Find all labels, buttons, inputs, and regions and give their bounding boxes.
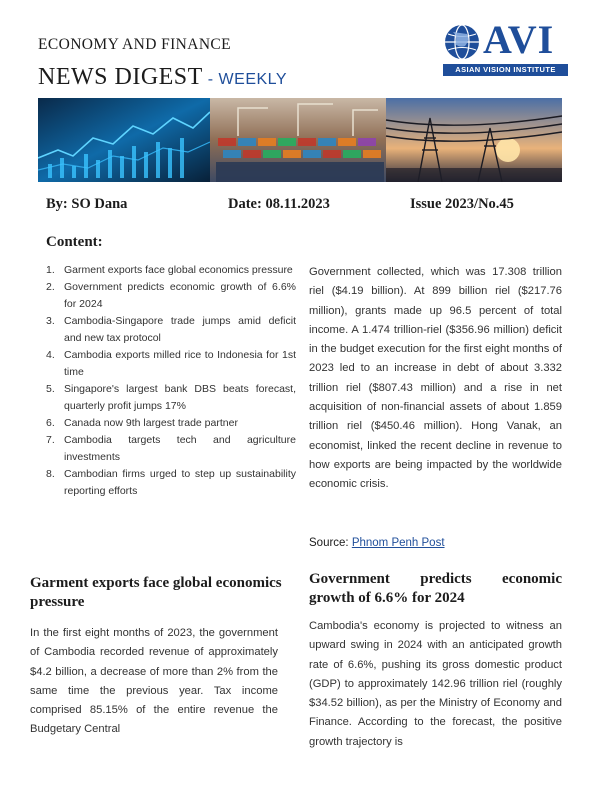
avi-logo	[443, 17, 568, 78]
article2-body: Cambodia's economy is projected to witness an upward swing in 2024 with an anticipated growth rate of 6.6%, pushing its gross domestic product (GDP) to approximately 142.96 trillion riel (roughly $34.52 billion), as per the Ministry of Economy and Finance. According to the forecast, the positive growth trajectory is	[309, 620, 562, 748]
issue-number: Issue 2023/No.45	[410, 196, 514, 212]
globe-icon	[443, 22, 481, 62]
header-banner	[38, 98, 562, 182]
finance-chart-image	[38, 98, 210, 182]
contents-item: 6. Canada now 9th largest trade partner	[46, 417, 238, 429]
contents-item: 4. Cambodia exports milled rice to Indonesia for 1st time	[46, 349, 296, 378]
article2-heading-line2: growth of 6.6% for 2024	[309, 590, 465, 606]
contents-heading: Content:	[46, 234, 103, 250]
source-line	[309, 537, 445, 549]
author: By: SO Dana	[46, 196, 128, 212]
contents-item: 8. Cambodian firms urged to step up sustainability reporting efforts	[46, 468, 296, 497]
logo-text: AVI	[483, 17, 555, 62]
contents-item: 1. Garment exports face global economics pressure	[46, 264, 293, 276]
contents-item: 7. Cambodia targets tech and agriculture investments	[46, 434, 296, 463]
article2-heading	[309, 570, 562, 608]
article1-body-continued: Government collected, which was 17.308 trillion riel ($4.19 billion). At 899 billion riel ($217.76 million), grants made up 96.5 percent of total income. A 1.474 trillion-riel ($356.96 million) deficit in the budget execution for the first eight months of 2023 led to an increase in debt of about 3.332 trillion riel ($807.43 million) and a rise in net acquisition of non-financial assets of about 1.859 trillion riel ($450.46 million). Hong Vanak, an economist, linked the recent decline in revenue to how exports are being impacted by the worldwide economic crisis.	[309, 266, 562, 491]
title-sub: - WEEKLY	[202, 71, 288, 88]
logo-tagline: ASIAN VISION INSTITUTE	[443, 64, 568, 76]
contents-list	[46, 262, 296, 500]
source-link[interactable]: Phnom Penh Post	[351, 537, 445, 549]
source-label: Source:	[309, 537, 352, 549]
title-main: NEWS DIGEST	[38, 64, 203, 90]
article2-heading-line1: Government predicts economic	[309, 571, 562, 587]
power-lines-image	[386, 98, 562, 182]
shipping-port-image	[210, 98, 386, 182]
article1-body: In the first eight months of 2023, the government of Cambodia recorded revenue of approximately $4.2 billion, a decrease of more than 2% from the same time the previous year. Tax income comprised 85.15% of the entire revenue the Budgetary Central	[30, 627, 278, 736]
contents-item: 3. Cambodia-Singapore trade jumps amid deficit and new tax protocol	[46, 315, 296, 344]
article1-heading: Garment exports face global economics pressure	[30, 575, 282, 610]
contents-item: 5. Singapore's largest bank DBS beats forecast, quarterly profit jumps 17%	[46, 383, 296, 412]
contents-item: 2. Government predicts economic growth of 6.6% for 2024	[46, 281, 296, 310]
section-label: ECONOMY AND FINANCE	[38, 36, 232, 53]
issue-date: Date: 08.11.2023	[228, 196, 330, 212]
page-title	[38, 64, 287, 91]
